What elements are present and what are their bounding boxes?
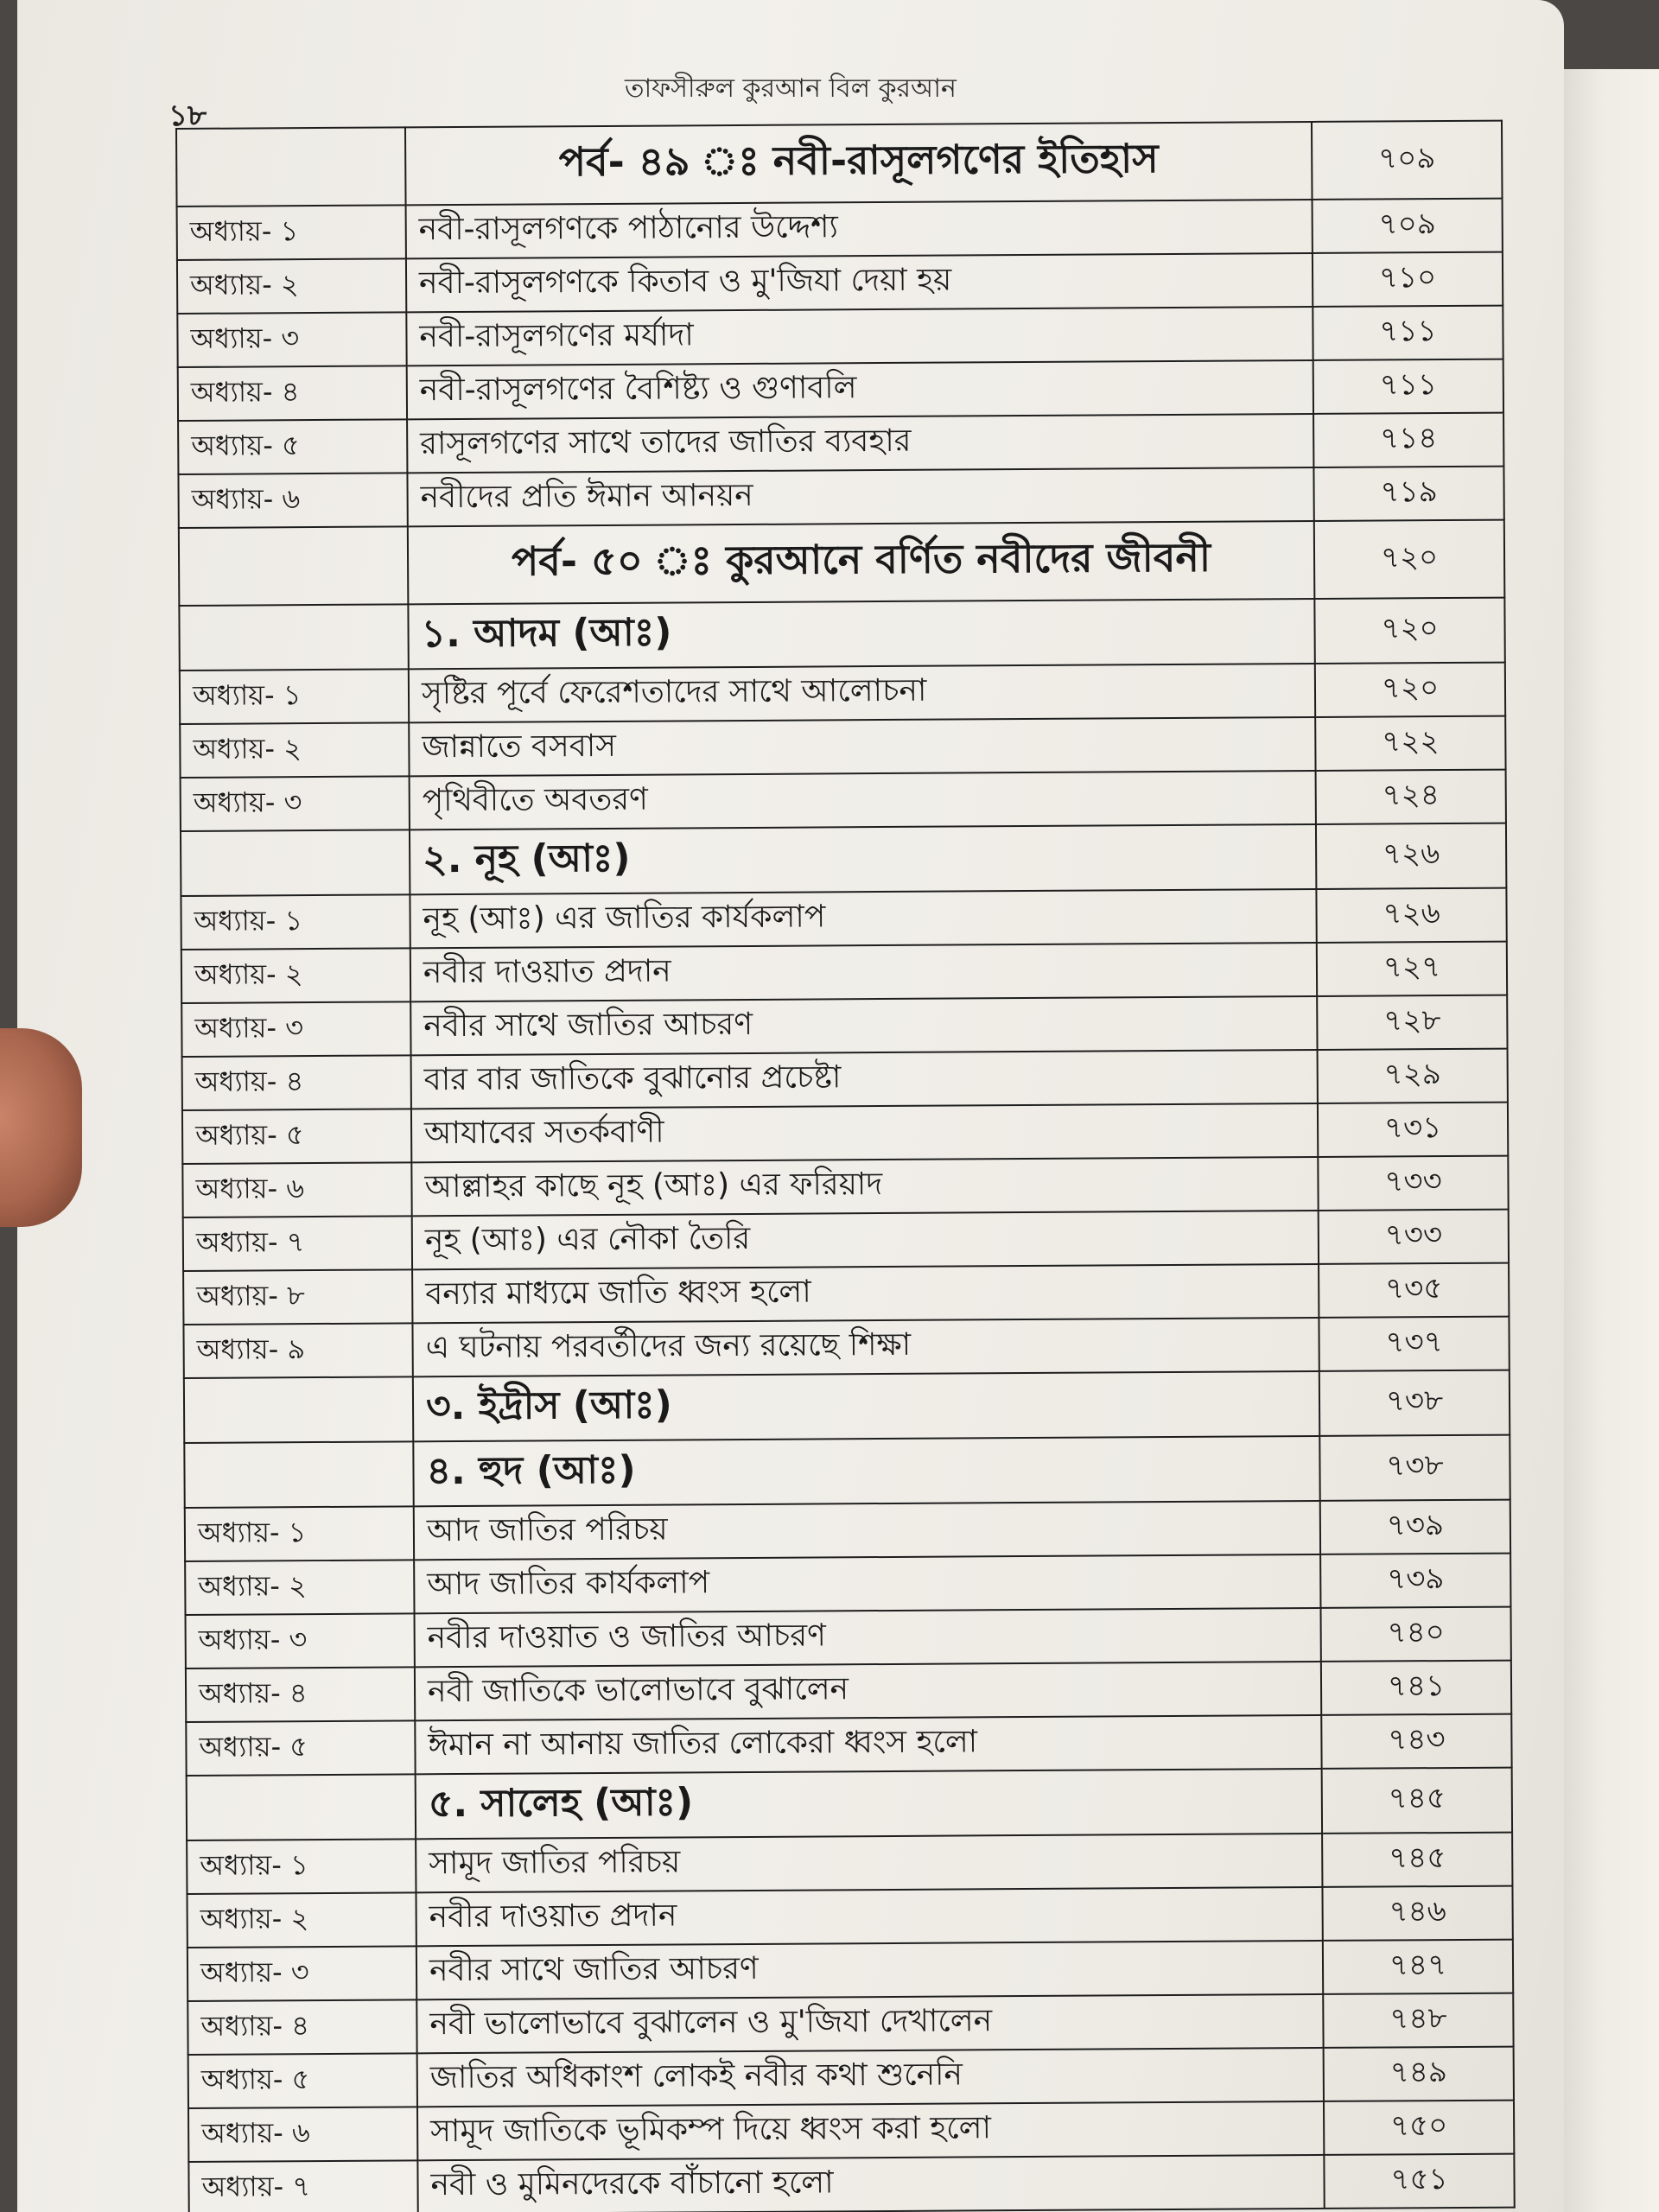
chapter-row bbox=[177, 199, 1503, 260]
chapter-label: অধ্যায়- ৬ bbox=[188, 2107, 417, 2162]
chapter-label: অধ্যায়- ১ bbox=[180, 669, 409, 724]
page-ref: ৭৪১ bbox=[1321, 1661, 1511, 1715]
page-ref: ৭১৯ bbox=[1313, 467, 1503, 521]
page-ref: ৭৩৮ bbox=[1319, 1435, 1510, 1501]
page-ref: ৭৪৩ bbox=[1321, 1714, 1511, 1769]
chapter-row bbox=[182, 1103, 1508, 1164]
part-heading-row bbox=[179, 520, 1505, 606]
table-of-contents bbox=[175, 120, 1516, 2212]
entry-title: ২. নূহ (আঃ) bbox=[410, 824, 1316, 894]
chapter-label: অধ্যায়- ২ bbox=[177, 258, 406, 314]
thumb bbox=[0, 1028, 82, 1227]
prophet-heading-row bbox=[187, 1768, 1512, 1840]
entry-title: নবী ও মুমিনদেরকে বাঁচানো হলো bbox=[417, 2155, 1324, 2212]
page-ref: ৭৩৫ bbox=[1319, 1263, 1509, 1318]
page-ref: ৭৫১ bbox=[1324, 2154, 1514, 2209]
page-ref: ৭২৬ bbox=[1316, 888, 1506, 943]
chapter-label: অধ্যায়- ১ bbox=[181, 894, 410, 950]
chapter-row bbox=[186, 1714, 1511, 1776]
chapter-row bbox=[178, 413, 1503, 474]
page-ref: ৭১০ bbox=[1313, 252, 1503, 307]
entry-title: পর্ব- ৪৯ ঃ নবী-রাসূলগণের ইতিহাস bbox=[405, 122, 1313, 205]
prophet-heading-row bbox=[184, 1370, 1510, 1443]
entry-title: সামূদ জাতির পরিচয় bbox=[416, 1834, 1322, 1892]
chapter-label: অধ্যায়- ২ bbox=[181, 948, 410, 1003]
page-ref: ৭১১ bbox=[1313, 306, 1503, 360]
entry-title: পৃথিবীতে অবতরণ bbox=[410, 771, 1316, 830]
chapter-row bbox=[187, 1833, 1512, 1894]
page-ref: ৭২০ bbox=[1314, 598, 1504, 664]
chapter-label: অধ্যায়- ২ bbox=[185, 1560, 414, 1615]
entry-title: বার বার জাতিকে বুঝানোর প্রচেষ্টা bbox=[411, 1050, 1318, 1109]
chapter-label: অধ্যায়- ৪ bbox=[182, 1055, 411, 1110]
page-ref: ৭৪৮ bbox=[1323, 1993, 1513, 2048]
chapter-row bbox=[181, 995, 1507, 1057]
entry-title: নবী জাতিকে ভালোভাবে বুঝালেন bbox=[415, 1662, 1321, 1720]
page-ref: ৭৩৩ bbox=[1319, 1210, 1509, 1264]
page-ref: ৭৪০ bbox=[1320, 1607, 1510, 1662]
chapter-label: অধ্যায়- ৪ bbox=[186, 1667, 415, 1722]
page-ref: ৭৪৬ bbox=[1322, 1886, 1512, 1941]
page-ref: ৭৩৯ bbox=[1320, 1500, 1510, 1554]
entry-title: আল্লাহর কাছে নূহ (আঃ) এর ফরিয়াদ bbox=[411, 1157, 1318, 1216]
entry-title: নবীর দাওয়াত প্রদান bbox=[410, 943, 1317, 1001]
page-ref: ৭২৪ bbox=[1316, 770, 1506, 824]
page-ref: ৭১১ bbox=[1313, 359, 1503, 414]
entry-title: নবী-রাসূলগণকে পাঠানোর উদ্দেশ্য bbox=[406, 200, 1313, 258]
entry-title: নবী-রাসূলগণের বৈশিষ্ট্য ও গুণাবলি bbox=[407, 360, 1313, 419]
part-heading-row bbox=[176, 121, 1503, 207]
chapter-row bbox=[180, 716, 1505, 778]
chapter-row bbox=[181, 888, 1506, 950]
entry-title: জাতির অধিকাংশ লোকই নবীর কথা শুনেনি bbox=[417, 2048, 1324, 2107]
adjacent-page bbox=[1551, 69, 1659, 2212]
page-ref: ৭৪৫ bbox=[1322, 1833, 1512, 1887]
page-ref: ৭২০ bbox=[1314, 520, 1505, 599]
page-ref: ৭৪৯ bbox=[1324, 2047, 1514, 2101]
chapter-row bbox=[183, 1317, 1509, 1378]
entry-title: নূহ (আঃ) এর জাতির কার্যকলাপ bbox=[410, 889, 1316, 948]
chapter-row bbox=[187, 1886, 1512, 1948]
page-ref: ৭১৪ bbox=[1313, 413, 1503, 467]
entry-title: নবী-রাসূলগণের মর্যাদা bbox=[406, 307, 1313, 365]
entry-title: আযাবের সতর্কবাণী bbox=[411, 1103, 1318, 1162]
entry-title: বন্যার মাধ্যমে জাতি ধ্বংস হলো bbox=[412, 1264, 1319, 1323]
chapter-row bbox=[177, 252, 1503, 314]
chapter-label: অধ্যায়- ৭ bbox=[188, 2160, 417, 2212]
entry-title: নবীর দাওয়াত প্রদান bbox=[416, 1887, 1322, 1946]
entry-title: ১. আদম (আঃ) bbox=[408, 599, 1314, 669]
chapter-label: অধ্যায়- ৬ bbox=[182, 1162, 411, 1217]
chapter-row bbox=[181, 942, 1507, 1003]
page-ref: ৭৩৯ bbox=[1320, 1554, 1510, 1608]
chapter-row bbox=[185, 1500, 1510, 1561]
page-ref: ৭২৬ bbox=[1316, 823, 1506, 889]
page-ref: ৭০৯ bbox=[1312, 121, 1503, 200]
chapter-row bbox=[188, 2101, 1514, 2162]
chapter-label bbox=[187, 1774, 416, 1840]
chapter-row bbox=[182, 1156, 1508, 1217]
chapter-label bbox=[176, 127, 406, 207]
chapter-label bbox=[179, 604, 408, 671]
chapter-row bbox=[177, 306, 1503, 367]
page-ref: ৭৩৮ bbox=[1319, 1370, 1510, 1436]
chapter-label: অধ্যায়- ২ bbox=[187, 1892, 416, 1948]
entry-title: নূহ (আঃ) এর নৌকা তৈরি bbox=[412, 1211, 1319, 1269]
entry-title: নবীদের প্রতি ঈমান আনয়ন bbox=[407, 467, 1313, 526]
chapter-row bbox=[188, 1940, 1513, 2001]
running-title: তাফসীরুল কুরআন বিল কুরআন bbox=[625, 73, 957, 104]
chapter-label: অধ্যায়- ৫ bbox=[188, 2053, 417, 2108]
chapter-label bbox=[184, 1441, 413, 1508]
chapter-label bbox=[181, 830, 410, 896]
chapter-label: অধ্যায়- ৪ bbox=[188, 1999, 416, 2055]
chapter-row bbox=[182, 1049, 1508, 1110]
chapter-row bbox=[185, 1554, 1510, 1615]
chapter-label: অধ্যায়- ৬ bbox=[178, 473, 407, 528]
entry-title: আদ জাতির পরিচয় bbox=[414, 1501, 1320, 1560]
chapter-label: অধ্যায়- ১ bbox=[187, 1839, 416, 1894]
chapter-row bbox=[188, 2154, 1514, 2212]
chapter-label: অধ্যায়- ৩ bbox=[181, 776, 410, 831]
chapter-row bbox=[186, 1607, 1511, 1669]
entry-title: এ ঘটনায় পরবর্তীদের জন্য রয়েছে শিক্ষা bbox=[412, 1318, 1319, 1376]
entry-title: সামূদ জাতিকে ভূমিকম্প দিয়ে ধ্বংস করা হলো bbox=[417, 2101, 1324, 2160]
prophet-heading-row bbox=[184, 1435, 1510, 1508]
page-ref: ৭২২ bbox=[1315, 716, 1505, 771]
page-ref: ৭২৭ bbox=[1317, 942, 1507, 996]
page-number: ১৮ bbox=[168, 99, 207, 133]
entry-title: নবী ভালোভাবে বুঝালেন ও মু'জিযা দেখালেন bbox=[416, 1994, 1323, 2053]
chapter-label: অধ্যায়- ৩ bbox=[177, 312, 406, 367]
chapter-label: অধ্যায়- ৯ bbox=[183, 1323, 412, 1378]
entry-title: পর্ব- ৫০ ঃ কুরআনে বর্ণিত নবীদের জীবনী bbox=[408, 521, 1315, 604]
page-ref: ৭৫০ bbox=[1324, 2101, 1514, 2155]
prophet-heading-row bbox=[179, 598, 1504, 671]
chapter-row bbox=[183, 1210, 1509, 1271]
page-ref: ৭২০ bbox=[1315, 663, 1505, 717]
chapter-row bbox=[186, 1661, 1511, 1722]
entry-title: নবীর সাথে জাতির আচরণ bbox=[410, 996, 1317, 1055]
chapter-row bbox=[178, 467, 1503, 528]
book-page bbox=[17, 0, 1564, 2212]
chapter-label: অধ্যায়- ৩ bbox=[181, 1001, 410, 1057]
entry-title: আদ জাতির কার্যকলাপ bbox=[414, 1554, 1320, 1613]
chapter-label: অধ্যায়- ৫ bbox=[186, 1720, 415, 1776]
chapter-row bbox=[181, 770, 1506, 831]
page-ref: ৭৪৭ bbox=[1323, 1940, 1513, 1994]
chapter-label bbox=[179, 526, 409, 606]
chapter-label: অধ্যায়- ১ bbox=[177, 205, 406, 260]
entry-title: জান্নাতে বসবাস bbox=[409, 717, 1315, 776]
chapter-label: অধ্যায়- ৮ bbox=[183, 1269, 412, 1325]
entry-title: সৃষ্টির পূর্বে ফেরেশতাদের সাথে আলোচনা bbox=[409, 664, 1315, 722]
chapter-label bbox=[184, 1376, 413, 1443]
page-ref: ৭৩৭ bbox=[1319, 1317, 1509, 1371]
page-ref: ৭২৯ bbox=[1318, 1049, 1508, 1103]
chapter-label: অধ্যায়- ৫ bbox=[178, 419, 407, 474]
page-ref: ৭০৯ bbox=[1313, 199, 1503, 253]
chapter-row bbox=[188, 2047, 1514, 2108]
page-ref: ৭২৮ bbox=[1317, 995, 1507, 1050]
prophet-heading-row bbox=[181, 823, 1506, 896]
chapter-row bbox=[183, 1263, 1509, 1325]
chapter-row bbox=[188, 1993, 1513, 2055]
page-ref: ৭৪৫ bbox=[1322, 1768, 1512, 1834]
entry-title: নবী-রাসূলগণকে কিতাব ও মু'জিযা দেয়া হয় bbox=[406, 253, 1313, 312]
page-ref: ৭৩৩ bbox=[1318, 1156, 1508, 1211]
chapter-label: অধ্যায়- ৭ bbox=[183, 1216, 412, 1271]
chapter-label: অধ্যায়- ৪ bbox=[178, 365, 407, 421]
entry-title: ৩. ইদ্রীস (আঃ) bbox=[413, 1371, 1319, 1441]
entry-title: নবীর দাওয়াত ও জাতির আচরণ bbox=[415, 1608, 1321, 1667]
chapter-row bbox=[178, 359, 1503, 421]
entry-title: ৪. হুদ (আঃ) bbox=[413, 1436, 1319, 1506]
entry-title: ৫. সালেহ (আঃ) bbox=[416, 1769, 1322, 1839]
chapter-label: অধ্যায়- ১ bbox=[185, 1506, 414, 1561]
chapter-label: অধ্যায়- ৩ bbox=[186, 1613, 415, 1669]
entry-title: নবীর সাথে জাতির আচরণ bbox=[416, 1941, 1323, 1999]
chapter-label: অধ্যায়- ২ bbox=[180, 722, 409, 778]
entry-title: রাসূলগণের সাথে তাদের জাতির ব্যবহার bbox=[407, 414, 1313, 473]
page-ref: ৭৩১ bbox=[1318, 1103, 1508, 1157]
chapter-label: অধ্যায়- ৩ bbox=[188, 1946, 416, 2001]
chapter-label: অধ্যায়- ৫ bbox=[182, 1109, 411, 1164]
chapter-row bbox=[180, 663, 1505, 724]
entry-title: ঈমান না আনায় জাতির লোকেরা ধ্বংস হলো bbox=[415, 1715, 1321, 1774]
